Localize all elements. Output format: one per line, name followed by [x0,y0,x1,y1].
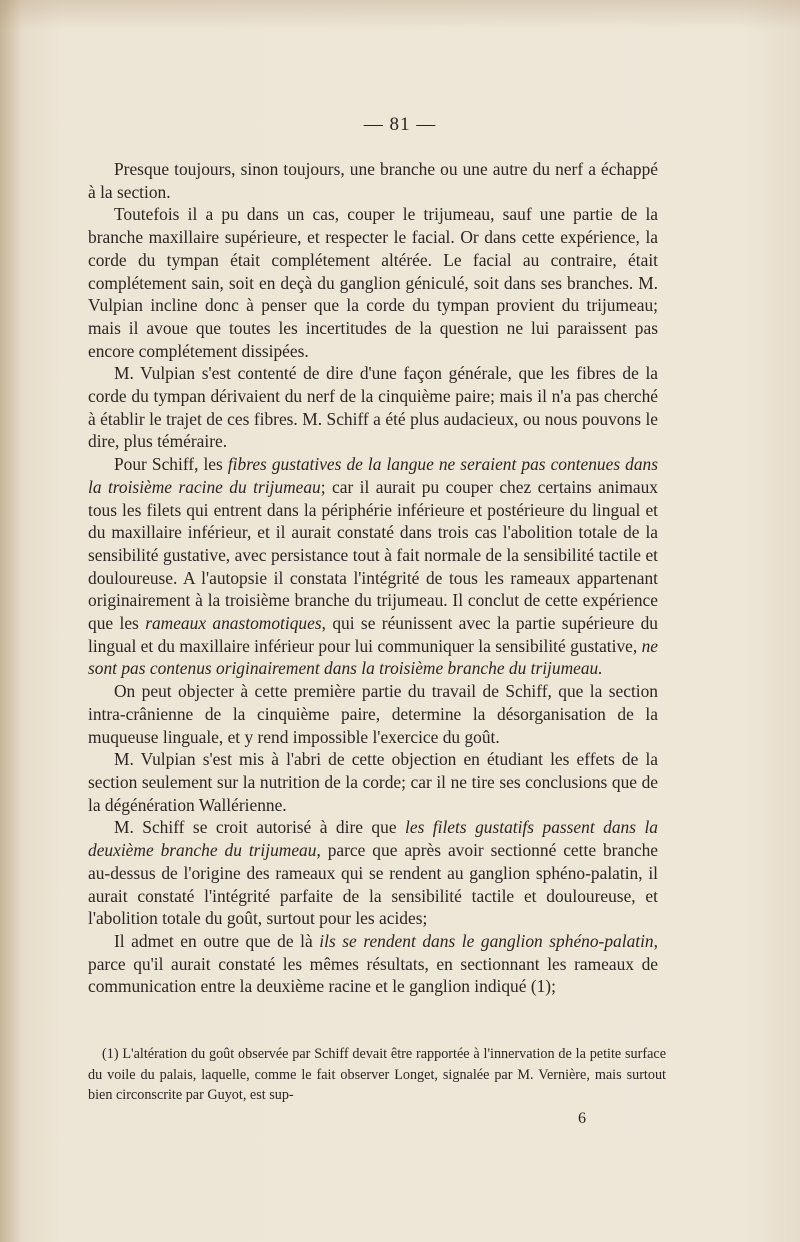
text-run: On peut objecter à cette première partie du travail de Schiff, que la section intra-crânienne de la cinquième paire, determine la désorganisation de la muqueuse linguale, et y rend impossible l'exercice du goût. [88,681,658,747]
paragraph [88,748,658,816]
italic-text: ne sont pas contenus originairement dans la troisième branche du trijumeau. [88,635,658,679]
paragraph [88,816,658,930]
text-run: Toutefois il a pu dans un cas, couper le trijumeau, sauf une partie de la branche maxillaire supérieure, et respecter le facial. Or dans cette expérience, la corde du tympan était complétement altérée. Le facial au contraire, était complétement sain, soit en deçà du ganglion géniculé, soit dans ses branches. M. Vulpian incline donc à penser que la corde du tympan provient du trijumeau; mais il avoue que toutes les incertitudes de la question ne lui paraissent pas encore complétement dissipées. [88,204,658,361]
paragraph [88,362,658,453]
footnote-1: (1) L'altération du goût observée par Schiff devait être rapportée à l'innervation de la petite surface du voile du palais, laquelle, comme le fait observer Longet, signalée par M. Vernière, mais surtout bien circonscrite par Guyot, est sup- [88,1046,666,1104]
paragraph [88,203,658,362]
italic-text: ils se rendent dans le ganglion sphéno-palatin [319,930,654,951]
text-run: M. Vulpian s'est mis à l'abri de cette objection en étudiant les effets de la section seulement sur la nutrition de la corde; car il ne tire ses conclusions que de la dégénération Wallérienne. [88,749,658,815]
text-run: , parce qu'il aurait constaté les mêmes résultats, en sectionnant les rameaux de communication entre la deuxième racine et le ganglion indiqué (1); [88,930,658,997]
text-run: M. Vulpian s'est contenté de dire d'une façon générale, que les fibres de la corde du tympan dérivaient du nerf de la cinquième paire; mais il n'a pas cherché à établir le trajet de ces fibres. M. Schiff a été plus audacieux, ou nous pouvons le dire, plus téméraire. [88,363,658,452]
paragraph [88,680,658,748]
italic-text: rameaux anastomotiques [145,613,322,634]
text-run: M. Schiff se croit autorisé à dire que [114,817,406,838]
text-run: Il admet en outre que de là [114,930,320,951]
page-top-shadow [0,0,800,30]
footnotes [88,1044,666,1106]
signature-mark: 6 [578,1110,586,1127]
text-run: Presque toujours, sinon toujours, une branche ou une autre du nerf a échappé à la section. [88,159,658,202]
paragraph [88,930,658,998]
page-edge-shadow [0,0,22,1242]
paragraph [88,158,658,203]
text-run: , parce que après avoir sectionné cette branche au-dessus de l'origine des rameaux qui se rendent au ganglion sphéno-palatin, il aurait constaté l'intégrité parfaite de la sensibilité tactile et douloureuse, et l'abolition totale du goût, surtout pour les acides; [88,840,658,929]
paragraph [88,453,658,680]
text-run: Pour Schiff, les [114,454,228,475]
text-run: , qui se réunissent avec la partie supérieure du lingual et du maxillaire inférieur pour lui communiquer la sensibilité gustative, [88,613,658,656]
italic-text: les filets gustatifs passent dans la deuxième branche du trijumeau [88,817,658,861]
italic-text: fibres gustatives de la langue ne seraient pas contenues dans la troisième racine du trijumeau [88,454,659,497]
text-run: ; car il aurait pu couper chez certains animaux tous les filets qui entrent dans la périphérie inférieure et postérieure du lingual et du maxillaire inférieur, et il aurait constaté dans trois cas l'abolition totale de la sensibilité gustative, avec persistance tout à fait normale de la sensibilité tactile et douloureuse. A l'autopsie il constata l'intégrité de tous les rameaux appartenant originairement à la troisième branche du trijumeau. Il conclut de cette expérience que les [88,476,658,634]
page-number: — 81 — [363,114,437,135]
body-text [88,158,658,998]
